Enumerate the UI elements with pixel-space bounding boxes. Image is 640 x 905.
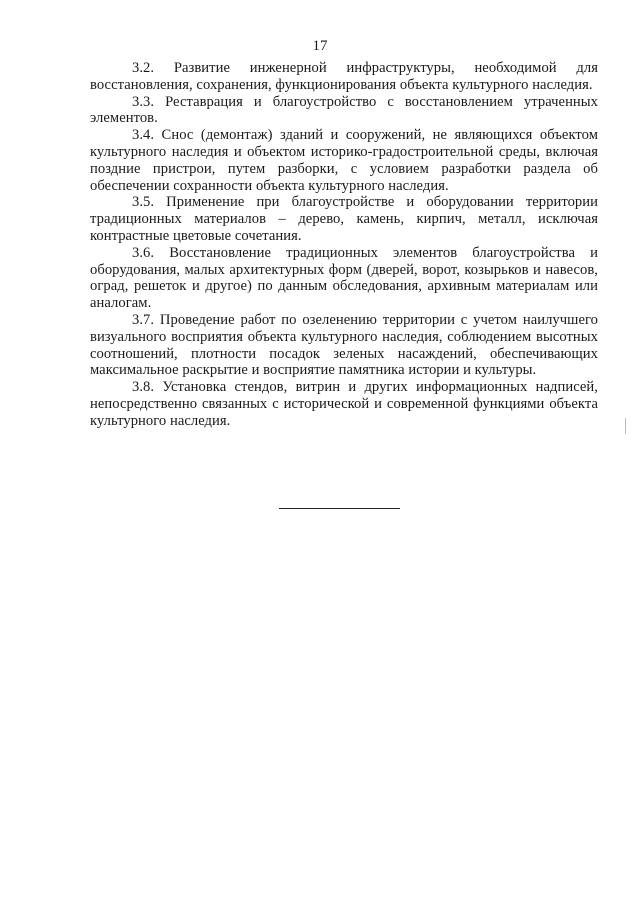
paragraph-3-2: 3.2. Развитие инженерной инфраструктуры, необходимой для восстановления, сохранения, функционирования объекта культурного наследия.: [90, 60, 598, 93]
page-number: 17: [312, 38, 328, 54]
document-body: [90, 60, 598, 430]
paragraph-3-7: 3.7. Проведение работ по озеленению территории с учетом наилучшего визуального восприятия объекта культурного наследия, соблюдением высотных соотношений, плотности посадок зеленых насаждений, обеспечивающих максимальное раскрытие и восприятие памятника истории и культуры.: [90, 311, 598, 379]
paragraph-3-8: 3.8. Установка стендов, витрин и других информационных надписей, непосредственно связанных с исторической и современной функциями объекта культурного наследия.: [90, 379, 598, 429]
paragraph-3-4: 3.4. Снос (демонтаж) зданий и сооружений, не являющихся объектом культурного наследия и объектом историко-градостроительной среды, включая поздние пристрои, путем разборки, с условием разработки раздела об обеспечении сохранности объекта культурного наследия.: [90, 127, 598, 194]
paragraph-3-5: 3.5. Применение при благоустройстве и оборудовании территории традиционных материалов – дерево, камень, кирпич, металл, исключая контрастные цветовые сочетания.: [90, 194, 598, 244]
paragraph-3-3: 3.3. Реставрация и благоустройство с восстановлением утраченных элементов.: [90, 93, 598, 127]
paragraph-3-6: 3.6. Восстановление традиционных элементов благоустройства и оборудования, малых архитектурных форм (дверей, ворот, козырьков и навесов, оград, решеток и другое) по данным обследования, архивным материалам или аналогам.: [90, 244, 598, 312]
end-divider-line: [279, 508, 400, 509]
scan-artifact-mark: [625, 418, 626, 434]
